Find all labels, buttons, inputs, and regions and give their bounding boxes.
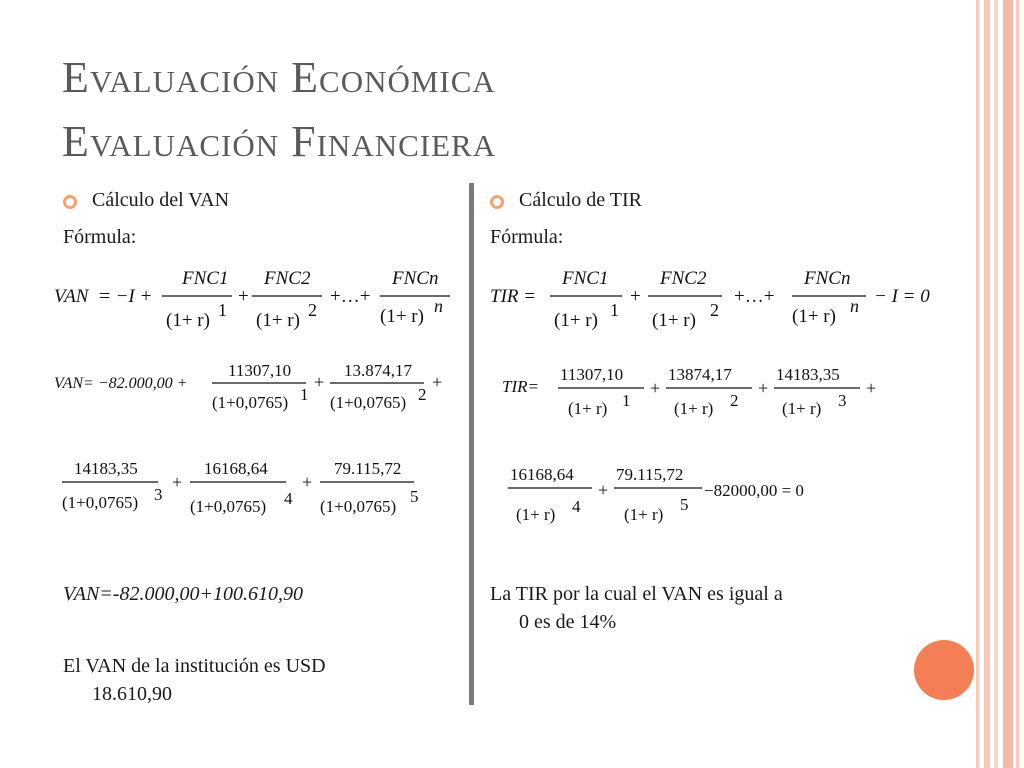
- van-term3-num: FNCn: [392, 268, 439, 289]
- tir-term2-num: FNC2: [660, 268, 707, 289]
- van-minus-i: = −I +: [98, 286, 153, 307]
- van-term1-num: FNC1: [182, 268, 229, 289]
- van-term3-den: (1+ r): [380, 306, 424, 327]
- tir-term1-den: (1+ r): [554, 310, 598, 331]
- van-term2-exp: 2: [308, 300, 317, 320]
- svg-text:+: +: [302, 472, 313, 492]
- tir-term2-exp: 2: [710, 300, 719, 320]
- right-stripe-1: [976, 0, 979, 768]
- column-divider: [469, 183, 474, 705]
- van-num-term2-exp: 2: [418, 385, 427, 404]
- van-term2-num: FNC2: [264, 268, 311, 289]
- tir-num-term1-num: 11307,10: [560, 365, 624, 384]
- tir-numeric-row2: [506, 456, 846, 532]
- tir-numeric-row1: [500, 356, 900, 426]
- slide-subtitle: Evaluación Financiera: [62, 117, 497, 166]
- van-num-term1-num: 11307,10: [228, 361, 292, 380]
- tir-num-term5-den: (1+ r): [624, 505, 664, 524]
- svg-text:+: +: [432, 372, 443, 392]
- tir-num-term1-exp: 1: [622, 391, 631, 410]
- right-bullet-text: Cálculo de TIR: [519, 189, 642, 211]
- van-num-term3-den: (1+0,0765): [62, 493, 139, 512]
- tir-lhs: TIR =: [490, 286, 537, 307]
- tir-num-lhs: TIR=: [502, 377, 539, 396]
- tir-term1-num: FNC1: [562, 268, 609, 289]
- right-stripe-3: [994, 0, 998, 768]
- van-num-term5-num: 79.115,72: [334, 459, 402, 478]
- van-num-term1-exp: 1: [300, 385, 309, 404]
- van-num-term2-den: (1+0,0765): [330, 393, 407, 412]
- slide-title: Evaluación Económica: [62, 53, 496, 102]
- tir-term3-den: (1+ r): [792, 306, 836, 327]
- van-num-term4-num: 16168,64: [204, 459, 268, 478]
- tir-tail: − I = 0: [874, 286, 930, 307]
- svg-text:+: +: [314, 372, 325, 392]
- van-numeric-row2: [58, 452, 468, 524]
- right-stripe-2: [984, 0, 990, 768]
- van-term2-den: (1+ r): [256, 310, 300, 331]
- tir-num-term4-exp: 4: [572, 497, 581, 516]
- tir-general-formula: [488, 264, 958, 334]
- bullet-icon: [63, 195, 77, 209]
- tir-num-term1-den: (1+ r): [568, 399, 608, 418]
- tir-term1-exp: 1: [610, 300, 619, 320]
- van-result: VAN=-82.000,00+100.610,90: [63, 583, 303, 605]
- van-conclusion-line2: 18.610,90: [92, 683, 172, 705]
- tir-num-term3-exp: 3: [838, 391, 847, 410]
- svg-text:+: +: [172, 472, 183, 492]
- tir-num-term4-num: 16168,64: [510, 465, 574, 484]
- svg-text:+: +: [630, 286, 641, 307]
- van-conclusion-line1: El VAN de la institución es USD: [63, 655, 326, 677]
- tir-ellipsis: +…+: [734, 286, 775, 307]
- tir-num-term3-num: 14183,35: [776, 365, 840, 384]
- van-num-term4-exp: 4: [284, 489, 293, 508]
- tir-num-term4-den: (1+ r): [516, 505, 556, 524]
- van-lhs: VAN: [54, 286, 89, 307]
- left-bullet-text: Cálculo del VAN: [92, 189, 230, 211]
- right-stripe-5: [1016, 0, 1019, 768]
- tir-conclusion-line1: La TIR por la cual el VAN es igual a: [490, 583, 783, 605]
- van-num-term3-exp: 3: [154, 485, 163, 504]
- van-num-term3-num: 14183,35: [74, 459, 138, 478]
- van-num-term5-den: (1+0,0765): [320, 497, 397, 516]
- van-numeric-row1: [52, 356, 462, 426]
- left-formula-label: Fórmula:: [63, 226, 137, 248]
- tir-conclusion-line2: 0 es de 14%: [519, 611, 617, 633]
- tir-num-term5-num: 79.115,72: [616, 465, 684, 484]
- tir-num-term2-den: (1+ r): [674, 399, 714, 418]
- svg-text:+: +: [650, 378, 661, 398]
- svg-text:+: +: [598, 480, 609, 500]
- svg-text:+: +: [238, 286, 249, 307]
- svg-text:+: +: [758, 378, 769, 398]
- right-stripe-4: [1003, 0, 1013, 768]
- tir-term2-den: (1+ r): [652, 310, 696, 331]
- van-ellipsis: +…+: [330, 286, 371, 307]
- tir-num-tail: −82000,00 = 0: [704, 481, 804, 500]
- van-term3-exp: n: [434, 296, 443, 316]
- van-general-formula: [52, 264, 472, 334]
- van-num-term4-den: (1+0,0765): [190, 497, 267, 516]
- tir-num-term2-num: 13874,17: [668, 365, 732, 384]
- van-num-term5-exp: 5: [410, 487, 419, 506]
- van-num-term2-num: 13.874,17: [344, 361, 412, 380]
- tir-num-term5-exp: 5: [680, 495, 689, 514]
- van-num-lhs: VAN= −82.000,00 +: [54, 375, 188, 392]
- tir-num-term3-den: (1+ r): [782, 399, 822, 418]
- decorative-orange-circle: [914, 640, 974, 700]
- right-formula-label: Fórmula:: [490, 226, 564, 248]
- tir-num-term2-exp: 2: [730, 391, 739, 410]
- svg-text:+: +: [866, 378, 877, 398]
- van-term1-den: (1+ r): [166, 310, 210, 331]
- tir-term3-num: FNCn: [804, 268, 851, 289]
- bullet-icon: [490, 195, 504, 209]
- van-term1-exp: 1: [218, 300, 227, 320]
- tir-term3-exp: n: [850, 296, 859, 316]
- van-num-term1-den: (1+0,0765): [212, 393, 289, 412]
